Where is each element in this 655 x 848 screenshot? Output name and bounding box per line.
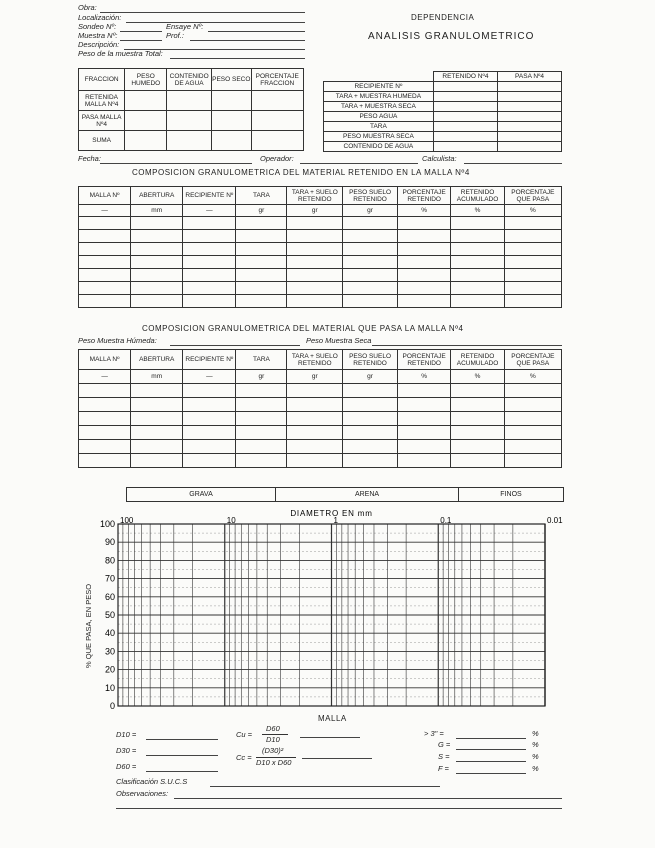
retained-data-cell[interactable] — [451, 217, 504, 230]
retained-data-cell[interactable] — [183, 243, 236, 256]
passing-data-cell[interactable] — [287, 398, 343, 412]
passing-data-cell[interactable] — [287, 426, 343, 440]
retained-data-cell[interactable] — [397, 217, 450, 230]
retained-column-header: ABERTURA — [131, 187, 183, 205]
passing-data-cell[interactable] — [451, 440, 504, 454]
obra-label: Obra: — [78, 3, 97, 12]
passing-data-cell[interactable] — [397, 440, 450, 454]
passing-data-cell[interactable] — [397, 412, 450, 426]
passing-column-header: PORCENTAJE QUE PASA — [504, 350, 561, 370]
fraction-header: FRACCION — [79, 69, 125, 91]
water-cell[interactable] — [433, 102, 497, 112]
retained-data-cell[interactable] — [183, 256, 236, 269]
passing-column-header: TARA + SUELO RETENIDO — [287, 350, 343, 370]
retained-data-cell[interactable] — [183, 269, 236, 282]
passing-data-cell[interactable] — [397, 454, 450, 468]
water-row-label: PESO MUESTRA SECA — [324, 132, 434, 142]
retained-data-cell[interactable] — [504, 243, 561, 256]
retained-data-cell[interactable] — [131, 282, 183, 295]
passing-data-cell[interactable] — [236, 440, 287, 454]
retained-data-cell[interactable] — [131, 256, 183, 269]
retained-unit-cell: gr — [287, 205, 343, 217]
cu-denominator: D10 — [266, 735, 280, 744]
chart-y-tick-label: 90 — [104, 537, 115, 548]
observaciones-label: Observaciones: — [116, 789, 169, 798]
retained-data-cell[interactable] — [236, 243, 287, 256]
g3-pct: % — [532, 729, 539, 738]
retained-data-cell[interactable] — [131, 295, 183, 308]
table-row — [79, 384, 562, 398]
cu-label: Cu = — [236, 730, 253, 739]
passing-data-cell[interactable] — [504, 384, 561, 398]
retained-data-cell[interactable] — [79, 295, 131, 308]
muestra-label: Muestra Nº: — [78, 31, 118, 40]
d60-label: D60 = — [116, 762, 137, 771]
passing-column-header: PORCENTAJE RETENIDO — [397, 350, 450, 370]
g3-label: > 3" = — [424, 729, 444, 738]
passing-data-cell[interactable] — [451, 426, 504, 440]
water-cell[interactable] — [498, 142, 562, 152]
passing-data-cell[interactable] — [397, 426, 450, 440]
cu-numerator: D60 — [266, 724, 280, 733]
d10-label: D10 = — [116, 730, 137, 739]
passing-unit-cell: % — [504, 370, 561, 384]
calculista-field[interactable] — [464, 163, 562, 164]
passing-data-cell[interactable] — [343, 454, 398, 468]
retained-data-cell[interactable] — [79, 243, 131, 256]
fraction-header: PESO SECO — [211, 69, 251, 91]
water-corner — [324, 72, 434, 82]
passing-table — [78, 349, 562, 468]
water-cell[interactable] — [498, 132, 562, 142]
retained-unit-cell: % — [397, 205, 450, 217]
fraction-row-label: PASA MALLA Nº4 — [79, 111, 125, 131]
observaciones-field-2[interactable] — [116, 808, 562, 809]
retained-data-cell[interactable] — [131, 243, 183, 256]
passing-data-cell[interactable] — [183, 440, 236, 454]
chart-y-tick-label: 20 — [104, 664, 115, 675]
sondeo-field[interactable] — [120, 31, 162, 32]
retained-data-cell[interactable] — [451, 282, 504, 295]
passing-data-cell[interactable] — [343, 440, 398, 454]
passing-data-cell[interactable] — [504, 426, 561, 440]
water-cell[interactable] — [433, 122, 497, 132]
retained-data-cell[interactable] — [504, 256, 561, 269]
table-row — [79, 230, 562, 243]
passing-data-cell[interactable] — [397, 384, 450, 398]
passing-data-cell[interactable] — [183, 412, 236, 426]
passing-data-cell[interactable] — [79, 398, 131, 412]
retained-data-cell[interactable] — [131, 269, 183, 282]
water-cell[interactable] — [498, 112, 562, 122]
fraction-cell[interactable] — [211, 111, 251, 131]
water-cell[interactable] — [498, 82, 562, 92]
retained-data-cell[interactable] — [504, 282, 561, 295]
retained-data-cell[interactable] — [236, 295, 287, 308]
muestra-field[interactable] — [120, 40, 162, 41]
retained-data-cell[interactable] — [236, 217, 287, 230]
fraction-cell[interactable] — [167, 91, 212, 111]
cc-label: Cc = — [236, 753, 252, 762]
retained-column-header: PORCENTAJE QUE PASA — [504, 187, 561, 205]
prof-label: Prof.: — [166, 31, 184, 40]
table-row — [79, 269, 562, 282]
retained-data-cell[interactable] — [343, 295, 398, 308]
chart-y-tick-label: 80 — [104, 555, 115, 566]
water-cell[interactable] — [498, 122, 562, 132]
s-field[interactable] — [456, 761, 526, 762]
f-pct: % — [532, 764, 539, 773]
passing-data-cell[interactable] — [131, 440, 183, 454]
retained-data-cell[interactable] — [236, 256, 287, 269]
operador-field[interactable] — [300, 163, 418, 164]
retained-column-header: PESO SUELO RETENIDO — [343, 187, 398, 205]
chart-x-tick-label: 0.1 — [440, 516, 452, 525]
retained-data-cell[interactable] — [397, 269, 450, 282]
water-header: RETENIDO Nº4 — [433, 72, 497, 82]
retained-unit-cell: gr — [236, 205, 287, 217]
retained-data-cell[interactable] — [451, 269, 504, 282]
retained-data-cell[interactable] — [236, 230, 287, 243]
retained-data-cell[interactable] — [343, 269, 398, 282]
retained-data-cell[interactable] — [287, 256, 343, 269]
passing-unit-cell: — — [79, 370, 131, 384]
chart-y-tick-label: 40 — [104, 628, 115, 639]
retained-data-cell[interactable] — [343, 282, 398, 295]
ensayo-label: Ensaye Nº: — [166, 22, 204, 31]
retained-data-cell[interactable] — [183, 295, 236, 308]
chart-y-tick-label: 50 — [104, 610, 115, 620]
fraction-row-label: RETENIDA MALLA Nº4 — [79, 91, 125, 111]
fraction-cell[interactable] — [167, 111, 212, 131]
fraction-cell[interactable] — [167, 131, 212, 151]
obra-field[interactable] — [100, 12, 305, 13]
retained-data-cell[interactable] — [236, 269, 287, 282]
passing-data-cell[interactable] — [287, 454, 343, 468]
peso-seco-label: Peso Muestra Seca — [306, 336, 372, 345]
retained-data-cell[interactable] — [287, 217, 343, 230]
passing-data-cell[interactable] — [131, 454, 183, 468]
table-row — [79, 440, 562, 454]
ensayo-field[interactable] — [208, 31, 305, 32]
water-row-label: TARA + MUESTRA HUMEDA — [324, 92, 434, 102]
cc-field[interactable] — [302, 758, 372, 759]
chart-y-tick-label: 30 — [104, 646, 115, 657]
passing-data-cell[interactable] — [183, 454, 236, 468]
chart-title: DIAMETRO EN mm — [290, 509, 373, 518]
water-row-label: TARA — [324, 122, 434, 132]
chart-x-tick-label: 10 — [226, 516, 236, 525]
retained-data-cell[interactable] — [504, 217, 561, 230]
water-row-label: CONTENIDO DE AGUA — [324, 142, 434, 152]
passing-data-cell[interactable] — [504, 412, 561, 426]
fraction-cell[interactable] — [211, 131, 251, 151]
passing-data-cell[interactable] — [79, 426, 131, 440]
retained-unit-cell: mm — [131, 205, 183, 217]
chart-x-axis-label: MALLA — [318, 714, 347, 723]
retained-section-title: COMPOSICION GRANULOMETRICA DEL MATERIAL RETENIDO EN LA MALLA Nº4 — [132, 168, 470, 177]
water-row-label: PESO AGUA — [324, 112, 434, 122]
retained-data-cell[interactable] — [397, 243, 450, 256]
retained-column-header: TARA — [236, 187, 287, 205]
passing-unit-cell: % — [397, 370, 450, 384]
d60-field[interactable] — [146, 771, 218, 772]
retained-data-cell[interactable] — [343, 217, 398, 230]
passing-column-header: RECIPIENTE Nº — [183, 350, 236, 370]
passing-data-cell[interactable] — [183, 398, 236, 412]
table-row — [79, 454, 562, 468]
table-row — [79, 243, 562, 256]
retained-column-header: MALLA Nº — [79, 187, 131, 205]
passing-data-cell[interactable] — [287, 384, 343, 398]
g3-field[interactable] — [456, 738, 526, 739]
water-cell[interactable] — [433, 92, 497, 102]
passing-data-cell[interactable] — [236, 426, 287, 440]
retained-unit-cell: % — [504, 205, 561, 217]
cc-numerator: (D30)² — [262, 746, 284, 755]
passing-data-cell[interactable] — [287, 412, 343, 426]
water-cell[interactable] — [433, 132, 497, 142]
retained-unit-cell: % — [451, 205, 504, 217]
retained-data-cell[interactable] — [343, 243, 398, 256]
retained-data-cell[interactable] — [504, 269, 561, 282]
retained-data-cell[interactable] — [79, 256, 131, 269]
water-header: PASA Nº4 — [498, 72, 562, 82]
table-row — [79, 398, 562, 412]
passing-data-cell[interactable] — [343, 426, 398, 440]
peso-total-label: Peso de la muestra Total: — [78, 49, 163, 58]
arena-label: ARENA — [276, 488, 459, 501]
passing-data-cell[interactable] — [131, 412, 183, 426]
g-field[interactable] — [456, 749, 526, 750]
passing-data-cell[interactable] — [451, 412, 504, 426]
peso-total-field[interactable] — [170, 58, 305, 59]
retained-data-cell[interactable] — [451, 230, 504, 243]
retained-data-cell[interactable] — [287, 243, 343, 256]
passing-column-header: MALLA Nº — [79, 350, 131, 370]
chart-y-axis-label: % QUE PASA, EN PESO — [84, 583, 93, 668]
water-row-label: TARA + MUESTRA SECA — [324, 102, 434, 112]
passing-data-cell[interactable] — [236, 454, 287, 468]
water-cell[interactable] — [498, 92, 562, 102]
clasificacion-label: Clasificación S.U.C.S — [116, 777, 188, 786]
retained-column-header: TARA + SUELO RETENIDO — [287, 187, 343, 205]
fraction-cell[interactable] — [251, 91, 303, 111]
sondeo-label: Sondeo Nº: — [78, 22, 117, 31]
table-row — [79, 282, 562, 295]
s-label: S = — [438, 752, 450, 761]
passing-unit-cell: — — [183, 370, 236, 384]
retained-data-cell[interactable] — [287, 295, 343, 308]
chart-x-tick-label: 1 — [333, 516, 338, 525]
passing-column-header: RETENIDO ACUMULADO — [451, 350, 504, 370]
fraction-row-label: SUMA — [79, 131, 125, 151]
water-cell[interactable] — [498, 102, 562, 112]
table-row — [79, 217, 562, 230]
retained-data-cell[interactable] — [79, 269, 131, 282]
passing-data-cell[interactable] — [451, 454, 504, 468]
fraction-header: PORCENTAJE FRACCION — [251, 69, 303, 91]
passing-data-cell[interactable] — [236, 412, 287, 426]
passing-data-cell[interactable] — [183, 384, 236, 398]
retained-column-header: RECIPIENTE Nº — [183, 187, 236, 205]
table-row — [79, 256, 562, 269]
passing-unit-cell: gr — [287, 370, 343, 384]
retained-unit-cell: — — [79, 205, 131, 217]
passing-data-cell[interactable] — [131, 426, 183, 440]
chart-y-tick-label: 60 — [104, 591, 115, 602]
retained-data-cell[interactable] — [451, 295, 504, 308]
retained-data-cell[interactable] — [504, 295, 561, 308]
localizacion-label: Localización: — [78, 13, 122, 22]
retained-data-cell[interactable] — [79, 230, 131, 243]
chart-y-tick-label: 10 — [104, 682, 115, 693]
cu-field[interactable] — [300, 737, 360, 738]
passing-data-cell[interactable] — [504, 454, 561, 468]
localizacion-field[interactable] — [126, 22, 305, 23]
fraction-header: PESO HUMEDO — [125, 69, 167, 91]
fraction-cell[interactable] — [125, 131, 167, 151]
f-field[interactable] — [456, 773, 526, 774]
clasificacion-field[interactable] — [210, 786, 440, 787]
s-pct: % — [532, 752, 539, 761]
table-row — [79, 426, 562, 440]
chart-x-tick-label: 100 — [120, 516, 134, 525]
passing-data-cell[interactable] — [236, 398, 287, 412]
d10-field[interactable] — [146, 739, 218, 740]
table-row — [79, 295, 562, 308]
fraction-table — [78, 68, 304, 151]
cc-denominator: D10 x D60 — [256, 758, 292, 767]
retained-data-cell[interactable] — [451, 243, 504, 256]
retained-column-header: RETENIDO ACUMULADO — [451, 187, 504, 205]
dependency-label: DEPENDENCIA — [411, 13, 475, 22]
retained-data-cell[interactable] — [183, 217, 236, 230]
retained-data-cell[interactable] — [397, 256, 450, 269]
retained-data-cell[interactable] — [79, 217, 131, 230]
fraction-cell[interactable] — [211, 91, 251, 111]
retained-data-cell[interactable] — [183, 230, 236, 243]
water-cell[interactable] — [433, 112, 497, 122]
table-row — [79, 412, 562, 426]
water-row-label: RECIPIENTE Nº — [324, 82, 434, 92]
retained-unit-cell: — — [183, 205, 236, 217]
passing-unit-cell: % — [451, 370, 504, 384]
peso-humedo-label: Peso Muestra Húmeda: — [78, 336, 157, 345]
passing-section-title: COMPOSICION GRANULOMETRICA DEL MATERIAL QUE PASA LA MALLA Nº4 — [142, 324, 464, 333]
retained-column-header: PORCENTAJE RETENIDO — [397, 187, 450, 205]
passing-data-cell[interactable] — [131, 398, 183, 412]
passing-data-cell[interactable] — [451, 384, 504, 398]
passing-data-cell[interactable] — [287, 440, 343, 454]
calculista-label: Calculista: — [422, 154, 457, 163]
water-cell[interactable] — [433, 82, 497, 92]
passing-data-cell[interactable] — [397, 398, 450, 412]
d30-field[interactable] — [146, 755, 218, 756]
observaciones-field-1[interactable] — [174, 798, 562, 799]
passing-data-cell[interactable] — [343, 398, 398, 412]
water-content-table — [323, 71, 562, 152]
retained-data-cell[interactable] — [451, 256, 504, 269]
passing-column-header: PESO SUELO RETENIDO — [343, 350, 398, 370]
chart-y-tick-label: 0 — [109, 701, 115, 711]
passing-unit-cell: gr — [343, 370, 398, 384]
passing-unit-cell: gr — [236, 370, 287, 384]
passing-data-cell[interactable] — [79, 384, 131, 398]
prof-field[interactable] — [190, 40, 305, 41]
finos-label: FINOS — [500, 491, 522, 498]
passing-data-cell[interactable] — [131, 384, 183, 398]
passing-column-header: ABERTURA — [131, 350, 183, 370]
g-pct: % — [532, 740, 539, 749]
retained-data-cell[interactable] — [236, 282, 287, 295]
passing-data-cell[interactable] — [79, 440, 131, 454]
fraction-cell[interactable] — [125, 111, 167, 131]
passing-data-cell[interactable] — [343, 412, 398, 426]
retained-data-cell[interactable] — [287, 269, 343, 282]
g-label: G = — [438, 740, 451, 749]
d30-label: D30 = — [116, 746, 137, 755]
retained-data-cell[interactable] — [504, 230, 561, 243]
soil-classification-band — [126, 487, 564, 502]
passing-data-cell[interactable] — [343, 384, 398, 398]
passing-data-cell[interactable] — [183, 426, 236, 440]
retained-data-cell[interactable] — [79, 282, 131, 295]
peso-seco-field[interactable] — [372, 345, 562, 346]
chart-y-tick-label: 100 — [99, 519, 115, 529]
retained-data-cell[interactable] — [287, 282, 343, 295]
retained-data-cell[interactable] — [183, 282, 236, 295]
retained-table — [78, 186, 562, 308]
grava-label: GRAVA — [127, 488, 276, 501]
fraction-cell[interactable] — [125, 91, 167, 111]
passing-data-cell[interactable] — [451, 398, 504, 412]
retained-data-cell[interactable] — [397, 295, 450, 308]
operador-label: Operador: — [260, 154, 294, 163]
passing-data-cell[interactable] — [504, 398, 561, 412]
fraction-cell[interactable] — [251, 131, 303, 151]
fraction-header: CONTENIDO DE AGUA — [167, 69, 212, 91]
retained-data-cell[interactable] — [397, 282, 450, 295]
passing-data-cell[interactable] — [79, 454, 131, 468]
passing-column-header: TARA — [236, 350, 287, 370]
peso-humedo-field[interactable] — [170, 345, 300, 346]
retained-data-cell[interactable] — [343, 230, 398, 243]
retained-data-cell[interactable] — [397, 230, 450, 243]
passing-data-cell[interactable] — [504, 440, 561, 454]
passing-data-cell[interactable] — [79, 412, 131, 426]
retained-data-cell[interactable] — [131, 230, 183, 243]
passing-data-cell[interactable] — [236, 384, 287, 398]
passing-unit-cell: mm — [131, 370, 183, 384]
page-title: ANALISIS GRANULOMETRICO — [368, 31, 535, 42]
f-label: F = — [438, 764, 449, 773]
retained-data-cell[interactable] — [131, 217, 183, 230]
fraction-cell[interactable] — [251, 111, 303, 131]
grain-size-chart — [0, 506, 655, 736]
water-cell[interactable] — [433, 142, 497, 152]
chart-x-tick-label: 0.01 — [547, 516, 563, 525]
fecha-label: Fecha: — [78, 154, 101, 163]
retained-data-cell[interactable] — [343, 256, 398, 269]
fecha-field[interactable] — [100, 163, 252, 164]
retained-data-cell[interactable] — [287, 230, 343, 243]
descripcion-label: Descripción: — [78, 40, 120, 49]
chart-y-tick-label: 70 — [104, 573, 115, 584]
retained-unit-cell: gr — [343, 205, 398, 217]
